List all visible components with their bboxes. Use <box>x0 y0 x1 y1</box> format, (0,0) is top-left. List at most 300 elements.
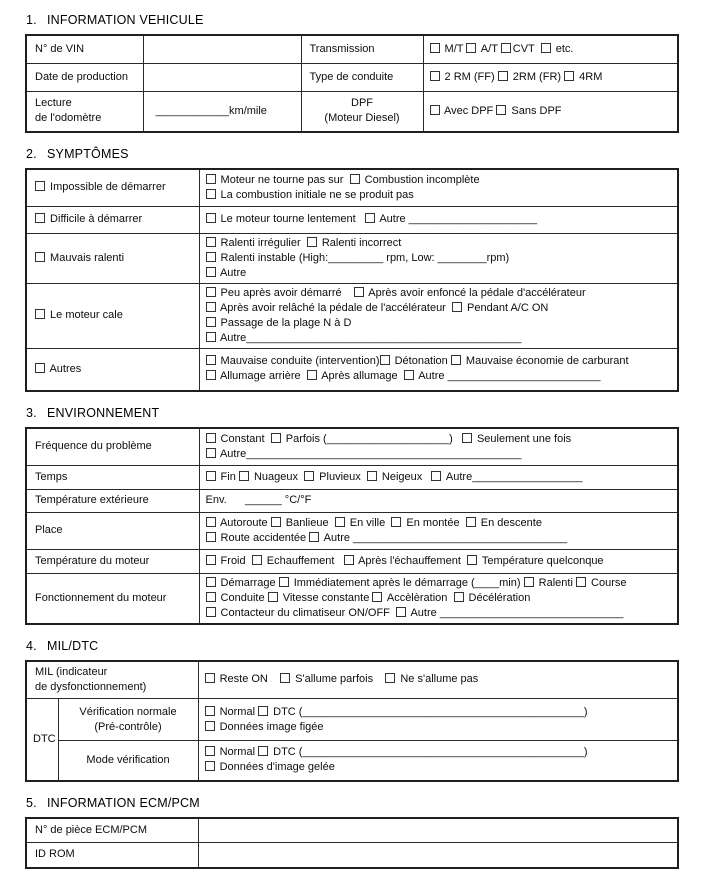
table-row <box>26 283 678 348</box>
transmission-options-cell <box>423 35 678 63</box>
checkbox[interactable] <box>498 71 508 81</box>
checkbox[interactable] <box>451 355 461 365</box>
form-line <box>206 266 672 281</box>
label-text: Fin <box>217 470 239 483</box>
odometer-label-cell <box>26 91 143 132</box>
checkbox[interactable] <box>206 607 216 617</box>
checkbox[interactable] <box>268 592 278 602</box>
form-line <box>206 606 672 621</box>
label-text: Parfois (____________________) <box>282 432 462 445</box>
label-text: (Pré-contrôle) <box>94 720 162 733</box>
checkbox[interactable] <box>205 746 215 756</box>
checkbox[interactable] <box>206 237 216 247</box>
form-line <box>35 680 192 695</box>
section-5-title: INFORMATION ECM/PCM <box>47 795 200 810</box>
ecm-part-number-value-cell[interactable] <box>198 818 678 843</box>
label-text: Accèlèration <box>384 591 454 604</box>
checkbox[interactable] <box>524 577 534 587</box>
form-line <box>206 188 672 203</box>
checkbox[interactable] <box>205 673 215 683</box>
checkbox[interactable] <box>380 355 390 365</box>
section-2-title: SYMPTÔMES <box>47 147 129 161</box>
checkbox[interactable] <box>367 471 377 481</box>
checkbox[interactable] <box>280 673 290 683</box>
table-row <box>26 465 678 489</box>
table-row <box>26 169 678 206</box>
dtc-precheck-options-cell <box>198 699 678 741</box>
label-text: Fonctionnement du moteur <box>35 591 167 604</box>
label-text: Sans DPF <box>508 104 562 117</box>
checkbox[interactable] <box>501 43 511 53</box>
checkbox[interactable] <box>206 213 216 223</box>
checkbox[interactable] <box>372 592 382 602</box>
symptom-others-options-cell <box>199 348 678 391</box>
checkbox[interactable] <box>496 105 506 115</box>
form-line <box>206 432 672 447</box>
form-line <box>35 554 193 569</box>
frequency-options-cell <box>199 428 678 465</box>
checkbox[interactable] <box>391 517 401 527</box>
form-line <box>35 470 193 485</box>
ecm-part-number-label-cell <box>26 818 198 843</box>
weather-options-cell <box>199 465 678 489</box>
mil-label-cell <box>26 661 198 699</box>
engine-operation-label-cell <box>26 573 199 624</box>
form-line <box>33 732 56 747</box>
engine-temp-label-cell <box>26 549 199 573</box>
label-text: DTC (______________________________________________) <box>270 746 588 759</box>
label-text: Moteur ne tourne pas sur <box>217 173 350 186</box>
form-line <box>35 42 137 57</box>
checkbox[interactable] <box>430 43 440 53</box>
label-text: ID ROM <box>35 848 75 861</box>
checkbox[interactable] <box>271 517 281 527</box>
label-text: Démarrage <box>217 576 279 589</box>
checkbox[interactable] <box>467 555 477 565</box>
checkbox[interactable] <box>396 607 406 617</box>
table-row <box>26 741 678 781</box>
label-text: Temps <box>35 470 68 483</box>
form-line <box>35 212 193 227</box>
dpf-label-cell <box>301 91 423 132</box>
checkbox[interactable] <box>206 471 216 481</box>
symptom-hard-start-label-cell <box>26 206 199 233</box>
dtc-checkmode-label-cell <box>58 741 198 781</box>
checkbox[interactable] <box>35 213 45 223</box>
symptom-engine-stall-label-cell <box>26 283 199 348</box>
transmission-label-cell <box>301 35 423 63</box>
form-line <box>310 42 417 57</box>
checkbox[interactable] <box>279 577 289 587</box>
symptom-others-label-cell <box>26 348 199 391</box>
section-1-number: 1. <box>26 13 37 27</box>
label-text: Température extérieure <box>35 494 149 506</box>
outside-temp-label-cell <box>26 489 199 512</box>
checkbox[interactable] <box>206 555 216 565</box>
label-text: En descente <box>477 516 542 529</box>
label-text: Combustion incomplète <box>361 173 480 186</box>
checkbox[interactable] <box>309 532 319 542</box>
label-text: Transmission <box>309 42 375 55</box>
label-text: Autre ___________________________________ <box>321 531 568 544</box>
table-row <box>26 549 678 573</box>
section-3-title: ENVIRONNEMENT <box>47 406 160 420</box>
symptom-bad-idle-label-cell <box>26 233 199 283</box>
checkbox[interactable] <box>466 43 476 53</box>
section-4-number: 4. <box>26 638 37 653</box>
form-line <box>205 705 672 720</box>
form-line <box>205 720 672 735</box>
label-text: N° de VIN <box>35 42 85 55</box>
checkbox[interactable] <box>239 471 249 481</box>
label-text: Peu après avoir démarré <box>217 286 354 299</box>
table-row <box>26 233 678 283</box>
label-text: Ralenti instable (High:_________ rpm, Low: ________rpm) <box>217 251 510 264</box>
label-text: Date de production <box>35 70 128 83</box>
form-line <box>308 96 417 111</box>
form-line <box>206 447 672 462</box>
label-text: Vérification normale <box>79 705 177 718</box>
label-text: A/T <box>478 42 501 55</box>
section-5-heading <box>26 796 677 810</box>
dpf-options-cell <box>423 91 678 132</box>
label-text: La combustion initiale ne se produit pas <box>217 188 414 201</box>
label-text: de dysfonctionnement) <box>35 680 147 693</box>
checkbox[interactable] <box>335 517 345 527</box>
section-2-number: 2. <box>26 147 37 161</box>
checkbox[interactable] <box>206 577 216 587</box>
label-text: Fréquence du problème <box>35 440 152 453</box>
checkbox[interactable] <box>454 592 464 602</box>
checkbox[interactable] <box>206 332 216 342</box>
checkbox[interactable] <box>35 181 45 191</box>
label-text: Course <box>587 576 627 589</box>
form-line <box>205 745 672 760</box>
form-line <box>205 760 672 775</box>
form-line <box>65 705 192 720</box>
production-date-value-cell[interactable] <box>143 63 301 91</box>
checkbox[interactable] <box>385 673 395 683</box>
label-text: En ville <box>346 516 392 529</box>
checkbox[interactable] <box>576 577 586 587</box>
checkbox[interactable] <box>206 189 216 199</box>
checkbox[interactable] <box>252 555 262 565</box>
checkbox[interactable] <box>206 317 216 327</box>
label-text: Le moteur tourne lentement <box>217 213 365 225</box>
checkbox[interactable] <box>35 309 45 319</box>
form-line <box>35 70 137 85</box>
checkbox[interactable] <box>258 746 268 756</box>
label-text: Décélération <box>465 591 531 604</box>
form-line <box>206 576 672 591</box>
table-row <box>26 428 678 465</box>
checkbox[interactable] <box>271 433 281 443</box>
label-text: Mode vérification <box>86 753 170 766</box>
checkbox[interactable] <box>365 213 375 223</box>
label-text: (Moteur Diesel) <box>324 112 400 125</box>
label-text: Mauvaise conduite (intervention) <box>217 355 380 368</box>
form-line <box>206 286 672 301</box>
section-4-heading <box>26 639 677 653</box>
table-row <box>26 91 678 132</box>
weather-label-cell <box>26 465 199 489</box>
checkbox[interactable] <box>206 517 216 527</box>
label-text: Froid <box>217 554 252 567</box>
label-text: CVT <box>512 42 541 55</box>
label-text: Neigeux <box>378 470 432 483</box>
place-options-cell <box>199 512 678 549</box>
checkbox[interactable] <box>206 532 216 542</box>
label-text: Après l'échauffement <box>355 554 467 567</box>
label-text: Echauffement <box>263 554 344 567</box>
label-text: Route accidentée <box>217 531 310 544</box>
label-text: En montée <box>403 516 466 529</box>
label-text: Le moteur cale <box>47 309 123 321</box>
label-text: Autre _________________________ <box>415 370 601 383</box>
dtc-group-cell <box>26 699 58 781</box>
checkbox[interactable] <box>307 237 317 247</box>
checkbox[interactable] <box>206 174 216 184</box>
label-text: Conduite <box>217 591 268 604</box>
checkbox[interactable] <box>354 287 364 297</box>
label-text: Difficile à démarrer <box>47 213 143 225</box>
label-text: M/T <box>441 42 467 55</box>
label-text: 2 RM (FF) <box>441 70 498 83</box>
form-line <box>206 301 672 316</box>
label-text: Immédiatement après le démarrage (____min) <box>290 576 524 589</box>
checkbox[interactable] <box>541 43 551 53</box>
form-line <box>35 251 193 266</box>
form-line <box>206 470 672 485</box>
form-line <box>206 516 672 531</box>
label-text: Env. ______ °C/°F <box>205 494 312 506</box>
odometer-value-cell[interactable] <box>143 91 301 132</box>
section-1-title: INFORMATION VEHICULE <box>47 13 204 27</box>
label-text: ____________km/mile <box>149 104 267 117</box>
form-line <box>206 212 672 227</box>
table-row <box>26 699 678 741</box>
checkbox[interactable] <box>206 355 216 365</box>
symptom-bad-idle-options-cell <box>199 233 678 283</box>
form-line <box>206 236 672 251</box>
form-line <box>206 554 672 569</box>
label-text: Allumage arrière <box>217 370 307 383</box>
form-line <box>206 591 672 606</box>
checkbox[interactable] <box>462 433 472 443</box>
label-text: Passage de la plage N à D <box>217 316 352 329</box>
label-text: Ralenti <box>535 576 576 589</box>
table-row <box>26 63 678 91</box>
table-row <box>26 489 678 512</box>
label-text: Autre ______________________________ <box>408 606 624 619</box>
table-row <box>26 818 678 843</box>
label-text: Mauvais ralenti <box>47 251 125 264</box>
vin-label-cell <box>26 35 143 63</box>
form-line <box>430 42 672 57</box>
label-text: Constant <box>217 432 271 445</box>
checkbox[interactable] <box>206 287 216 297</box>
form-line <box>35 439 193 454</box>
vehicle-info-table <box>25 34 679 133</box>
checkbox[interactable] <box>206 267 216 277</box>
form-line <box>205 672 672 687</box>
label-text: Température quelconque <box>479 554 604 567</box>
engine-temp-options-cell <box>199 549 678 573</box>
outside-temp-value-cell[interactable] <box>199 489 678 512</box>
label-text: Type de conduite <box>309 70 394 83</box>
label-text: Pendant A/C ON <box>463 301 549 314</box>
label-text: Autre_____________________________________________ <box>217 331 522 344</box>
section-1-heading <box>26 13 677 27</box>
label-text: Température du moteur <box>35 554 150 567</box>
label-text: Place <box>35 524 63 536</box>
label-text: Après avoir enfoncé la pédale d'accélérateur <box>365 286 586 299</box>
table-row <box>26 348 678 391</box>
label-text: Mauvaise économie de carburant <box>462 355 629 368</box>
form-line <box>430 70 672 85</box>
label-text: de l'odomètre <box>35 112 102 125</box>
checkbox[interactable] <box>452 302 462 312</box>
checkbox[interactable] <box>206 370 216 380</box>
form-line <box>35 111 137 126</box>
checkbox[interactable] <box>344 555 354 565</box>
label-text: Impossible de démarrer <box>47 181 166 194</box>
label-text: Reste ON <box>216 673 281 686</box>
symptom-no-start-label-cell <box>26 169 199 206</box>
form-line <box>35 308 193 323</box>
section-5-number: 5. <box>26 795 37 810</box>
checkbox[interactable] <box>466 517 476 527</box>
form-line <box>206 316 672 331</box>
label-text: Autres <box>47 362 82 375</box>
checkbox[interactable] <box>206 252 216 262</box>
label-text: etc. <box>552 42 574 55</box>
label-text: Banlieue <box>282 516 335 529</box>
drive-type-options-cell <box>423 63 678 91</box>
label-text: Autre <box>217 266 247 279</box>
table-row <box>26 573 678 624</box>
table-row <box>26 843 678 868</box>
checkbox[interactable] <box>205 761 215 771</box>
table-row <box>26 206 678 233</box>
production-date-label-cell <box>26 63 143 91</box>
symptom-no-start-options-cell <box>199 169 678 206</box>
label-text: Détonation <box>391 355 451 368</box>
section-4-title: MIL/DTC <box>47 638 99 653</box>
form-line <box>206 354 672 369</box>
checkbox[interactable] <box>205 721 215 731</box>
form-line <box>35 96 137 111</box>
environment-table <box>25 427 679 625</box>
label-text: Données d'image gelée <box>216 761 335 774</box>
checkbox[interactable] <box>206 448 216 458</box>
checkbox[interactable] <box>430 71 440 81</box>
ecm-pcm-table <box>25 817 679 869</box>
label-text: S'allume parfois <box>292 673 386 686</box>
engine-operation-options-cell <box>199 573 678 624</box>
checkbox[interactable] <box>350 174 360 184</box>
label-text: Autre__________________ <box>443 470 583 483</box>
checkbox[interactable] <box>404 370 414 380</box>
checkbox[interactable] <box>304 471 314 481</box>
dtc-precheck-label-cell <box>58 699 198 741</box>
vin-value-cell[interactable] <box>143 35 301 63</box>
label-text: MIL (indicateur <box>35 665 108 678</box>
form-line <box>35 493 193 508</box>
label-text: DPF <box>351 97 373 110</box>
id-rom-value-cell[interactable] <box>198 843 678 868</box>
label-text: Ne s'allume pas <box>397 673 479 686</box>
section-3-number: 3. <box>26 406 37 420</box>
label-text: DTC <box>33 732 56 745</box>
mil-dtc-table <box>25 660 679 782</box>
label-text: Contacteur du climatiseur ON/OFF <box>217 606 396 619</box>
label-text: Autre _____________________ <box>376 213 538 225</box>
form-line <box>35 847 192 862</box>
checkbox[interactable] <box>258 706 268 716</box>
drive-type-label-cell <box>301 63 423 91</box>
table-row <box>26 35 678 63</box>
label-text: Nuageux <box>250 470 305 483</box>
checkbox[interactable] <box>206 433 216 443</box>
form-line <box>308 111 417 126</box>
checkbox[interactable] <box>430 105 440 115</box>
section-3-heading <box>26 406 677 420</box>
place-label-cell <box>26 512 199 549</box>
label-text: Vitesse constante <box>279 591 373 604</box>
label-text: Ralenti incorrect <box>318 236 402 249</box>
frequency-label-cell <box>26 428 199 465</box>
checkbox[interactable] <box>35 252 45 262</box>
label-text: Normal <box>216 705 259 718</box>
checkbox[interactable] <box>35 363 45 373</box>
table-row <box>26 661 678 699</box>
label-text: Autre_____________________________________________ <box>217 447 522 460</box>
form-line <box>206 369 672 384</box>
form-line <box>310 70 417 85</box>
id-rom-label-cell <box>26 843 198 868</box>
checkbox[interactable] <box>206 302 216 312</box>
mil-options-cell <box>198 661 678 699</box>
label-text: Après allumage <box>318 370 404 383</box>
form-line <box>35 665 192 680</box>
form-line <box>35 362 193 377</box>
form-line <box>206 251 672 266</box>
label-text: Seulement une fois <box>473 432 572 445</box>
label-text: Lecture <box>35 97 72 110</box>
label-text: Ralenti irrégulier <box>217 236 307 249</box>
form-line <box>206 331 672 346</box>
form-line <box>35 823 192 838</box>
form-line <box>150 104 295 119</box>
checkbox[interactable] <box>431 471 441 481</box>
symptom-hard-start-options-cell <box>199 206 678 233</box>
checkbox[interactable] <box>564 71 574 81</box>
form-line <box>65 753 192 768</box>
form-line <box>35 591 193 606</box>
label-text: Autoroute <box>217 516 271 529</box>
dtc-checkmode-options-cell <box>198 741 678 781</box>
form-line <box>430 104 672 119</box>
label-text: Normal <box>216 746 259 759</box>
table-row <box>26 512 678 549</box>
checkbox[interactable] <box>307 370 317 380</box>
label-text: N° de pièce ECM/PCM <box>35 823 147 836</box>
checkbox[interactable] <box>206 592 216 602</box>
form-line <box>206 493 672 508</box>
checkbox[interactable] <box>205 706 215 716</box>
label-text: 4RM <box>576 70 603 83</box>
